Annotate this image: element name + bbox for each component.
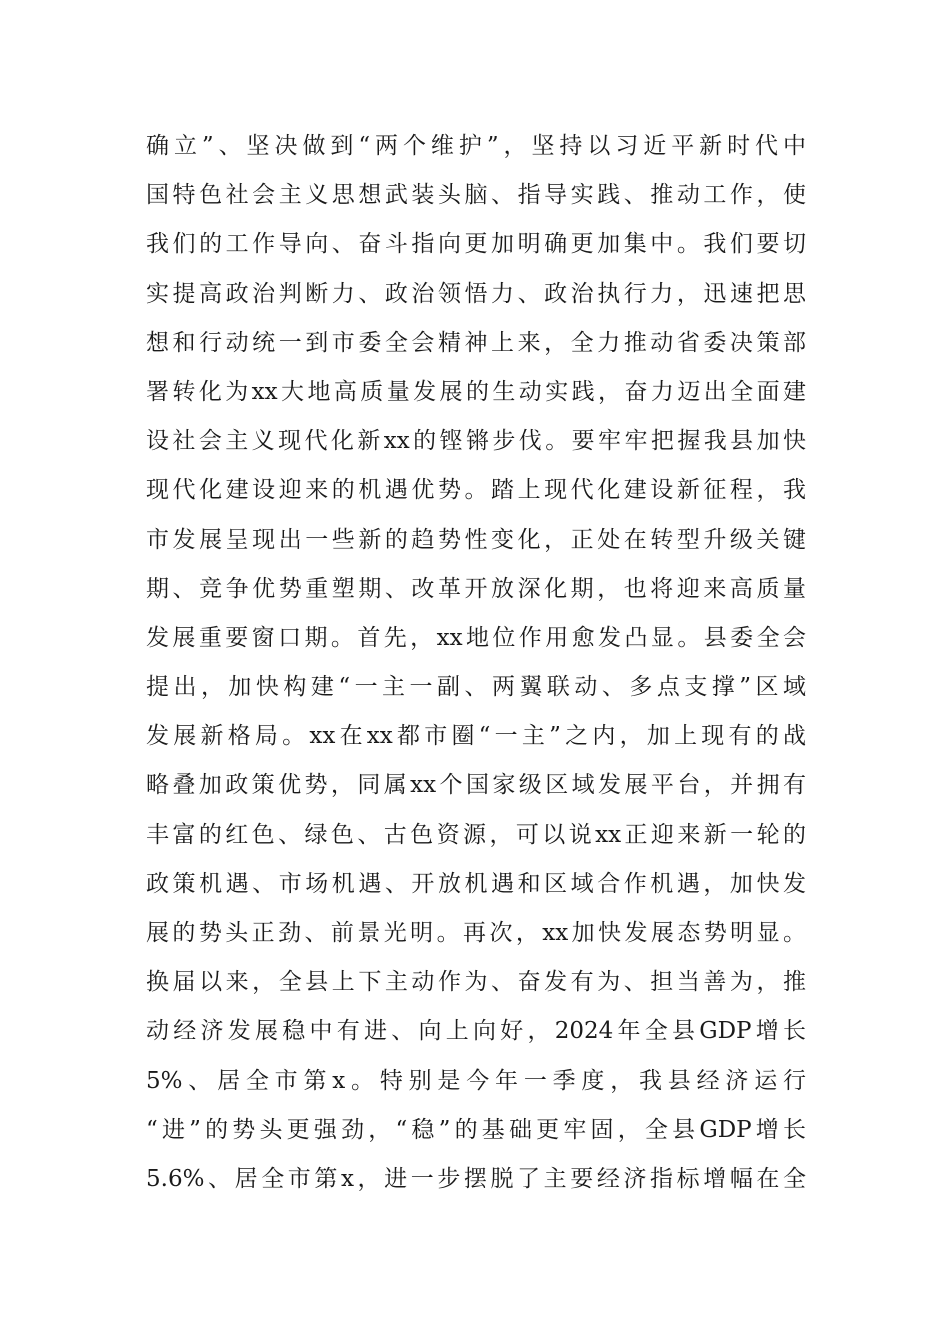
text-line: “进”的势头更强劲，“稳”的基础更牢固，全县GDP增长 (146, 1116, 806, 1143)
text-line: 想和行动统一到市委全会精神上来，全力推动省委决策部 (146, 329, 806, 356)
text-line: 设社会主义现代化新xx的铿锵步伐。要牢牢把握我县加快 (146, 428, 806, 455)
text-line: 5%、居全市第x。特别是今年一季度，我县经济运行 (146, 1067, 806, 1094)
text-line: 展的势头正劲、前景光明。再次，xx加快发展态势明显。 (146, 920, 806, 946)
text-line: 5.6%、居全市第x，进一步摆脱了主要经济指标增幅在全 (146, 1165, 806, 1192)
text-line: 署转化为xx大地高质量发展的生动实践，奋力迈出全面建 (146, 378, 806, 405)
text-line: 发展重要窗口期。首先，xx地位作用愈发凸显。县委全会 (146, 624, 806, 651)
text-line: 略叠加政策优势，同属xx个国家级区域发展平台，并拥有 (146, 772, 806, 799)
body-text (146, 122, 806, 1204)
text-line: 政策机遇、市场机遇、开放机遇和区域合作机遇，加快发 (146, 870, 806, 897)
text-line: 换届以来，全县上下主动作为、奋发有为、担当善为，推 (146, 969, 806, 996)
text-line: 国特色社会主义思想武装头脑、指导实践、推动工作，使 (146, 182, 806, 209)
text-line: 现代化建设迎来的机遇优势。踏上现代化建设新征程，我 (146, 477, 806, 504)
text-line: 实提高政治判断力、政治领悟力、政治执行力，迅速把思 (146, 280, 806, 307)
text-line: 动经济发展稳中有进、向上向好，2024年全县GDP增长 (146, 1018, 806, 1045)
text-line: 确立”、坚决做到“两个维护”，坚持以习近平新时代中 (146, 133, 806, 159)
text-line: 市发展呈现出一些新的趋势性变化，正处在转型升级关键 (146, 526, 806, 553)
text-line: 发展新格局。xx在xx都市圈“一主”之内，加上现有的战 (146, 723, 806, 750)
text-line: 提出，加快构建“一主一副、两翼联动、多点支撑”区域 (146, 674, 806, 701)
text-line: 丰富的红色、绿色、古色资源，可以说xx正迎来新一轮的 (146, 821, 806, 848)
text-line: 我们的工作导向、奋斗指向更加明确更加集中。我们要切 (146, 231, 806, 258)
text-line: 期、竞争优势重塑期、改革开放深化期，也将迎来高质量 (146, 575, 806, 602)
